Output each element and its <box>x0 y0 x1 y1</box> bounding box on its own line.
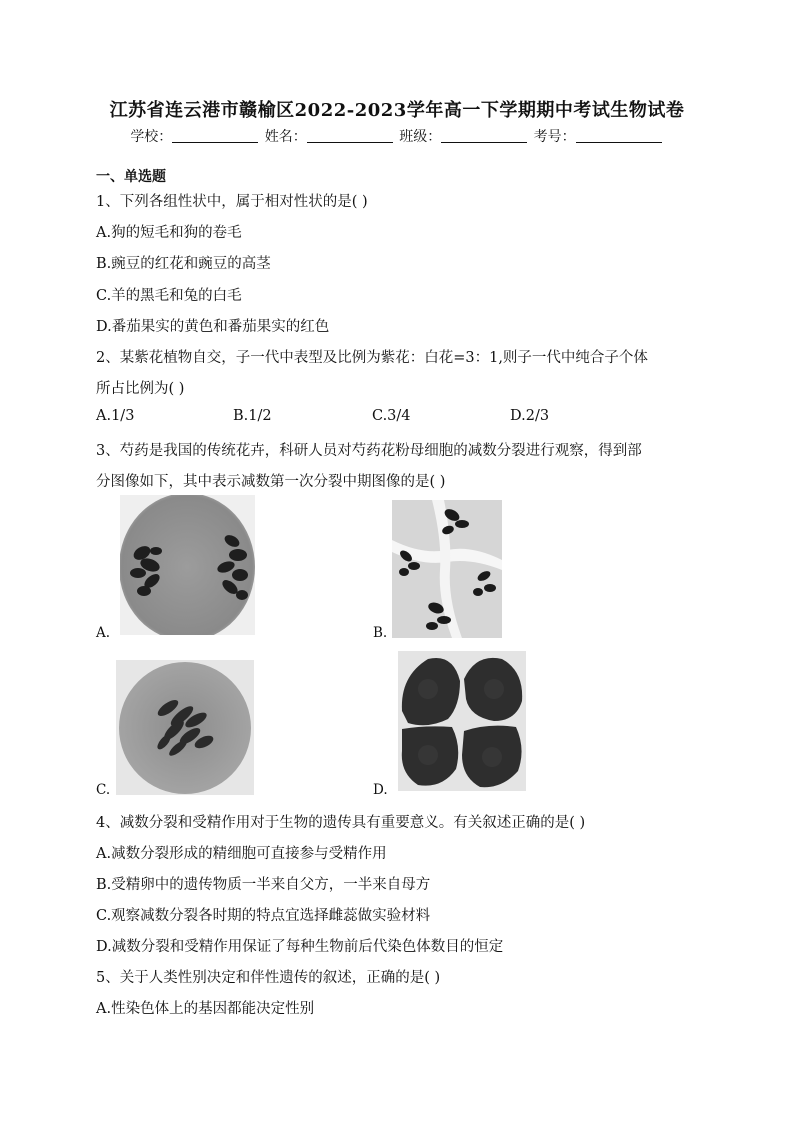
section-heading: 一、单选题 <box>96 169 166 185</box>
q5-stem: 5、关于人类性别决定和伴性遗传的叙述，正确的是( ) <box>96 970 441 986</box>
micrograph-c <box>116 660 254 795</box>
q1-option-a: A.狗的短毛和狗的卷毛 <box>96 225 242 241</box>
q1-stem: 1、下列各组性状中，属于相对性状的是( ) <box>96 194 368 210</box>
q4-option-a: A.减数分裂形成的精细胞可直接参与受精作用 <box>96 846 387 862</box>
name-label: 姓名： <box>264 129 307 145</box>
class-label: 班级： <box>399 129 442 145</box>
exam-number-blank <box>576 128 662 143</box>
q3-image-label-c: C. <box>96 782 111 798</box>
q2-option-c: C.3/4 <box>372 408 411 424</box>
micrograph-a <box>120 495 255 635</box>
q1-option-b: B.豌豆的红花和豌豆的高茎 <box>96 256 271 272</box>
school-label: 学校： <box>130 129 173 145</box>
page-title: 江苏省连云港市赣榆区2022-2023学年高一下学期期中考试生物试卷 <box>109 100 685 121</box>
q4-stem: 4、减数分裂和受精作用对于生物的遗传具有重要意义。有关叙述正确的是( ) <box>96 815 586 831</box>
q4-option-b: B.受精卵中的遗传物质一半来自父方，一半来自母方 <box>96 877 431 893</box>
q2-options <box>96 408 696 428</box>
name-blank <box>307 128 393 143</box>
school-blank <box>172 128 258 143</box>
q5-option-a: A.性染色体上的基因都能决定性别 <box>96 1001 315 1017</box>
micrograph-b <box>392 500 502 638</box>
q2-option-a: A.1/3 <box>96 408 135 424</box>
q3-image-label-d: D. <box>373 782 388 798</box>
q3-stem-line1: 3、芍药是我国的传统花卉，科研人员对芍药花粉母细胞的减数分裂进行观察，得到部 <box>96 443 642 459</box>
q2-option-b: B.1/2 <box>233 408 272 424</box>
class-blank <box>441 128 527 143</box>
q3-image-label-a: A. <box>96 625 111 641</box>
q3-image-label-b: B. <box>373 625 388 641</box>
exam-number-label: 考号： <box>533 129 576 145</box>
q2-stem-line2: 所占比例为( ) <box>96 381 185 397</box>
q2-option-d: D.2/3 <box>510 408 550 424</box>
q2-stem-line1: 2、某紫花植物自交，子一代中表型及比例为紫花：白花=3：1,则子一代中纯合子个体 <box>96 350 648 366</box>
micrograph-d <box>398 651 526 791</box>
q1-option-c: C.羊的黑毛和兔的白毛 <box>96 288 242 304</box>
q1-option-d: D.番茄果实的黄色和番茄果实的红色 <box>96 319 330 335</box>
q4-option-d: D.减数分裂和受精作用保证了每种生物前后代染色体数目的恒定 <box>96 939 504 955</box>
info-fields <box>0 126 794 146</box>
q4-option-c: C.观察减数分裂各时期的特点宜选择雌蕊做实验材料 <box>96 908 431 924</box>
q3-stem-line2: 分图像如下，其中表示减数第一次分裂中期图像的是( ) <box>96 474 446 490</box>
